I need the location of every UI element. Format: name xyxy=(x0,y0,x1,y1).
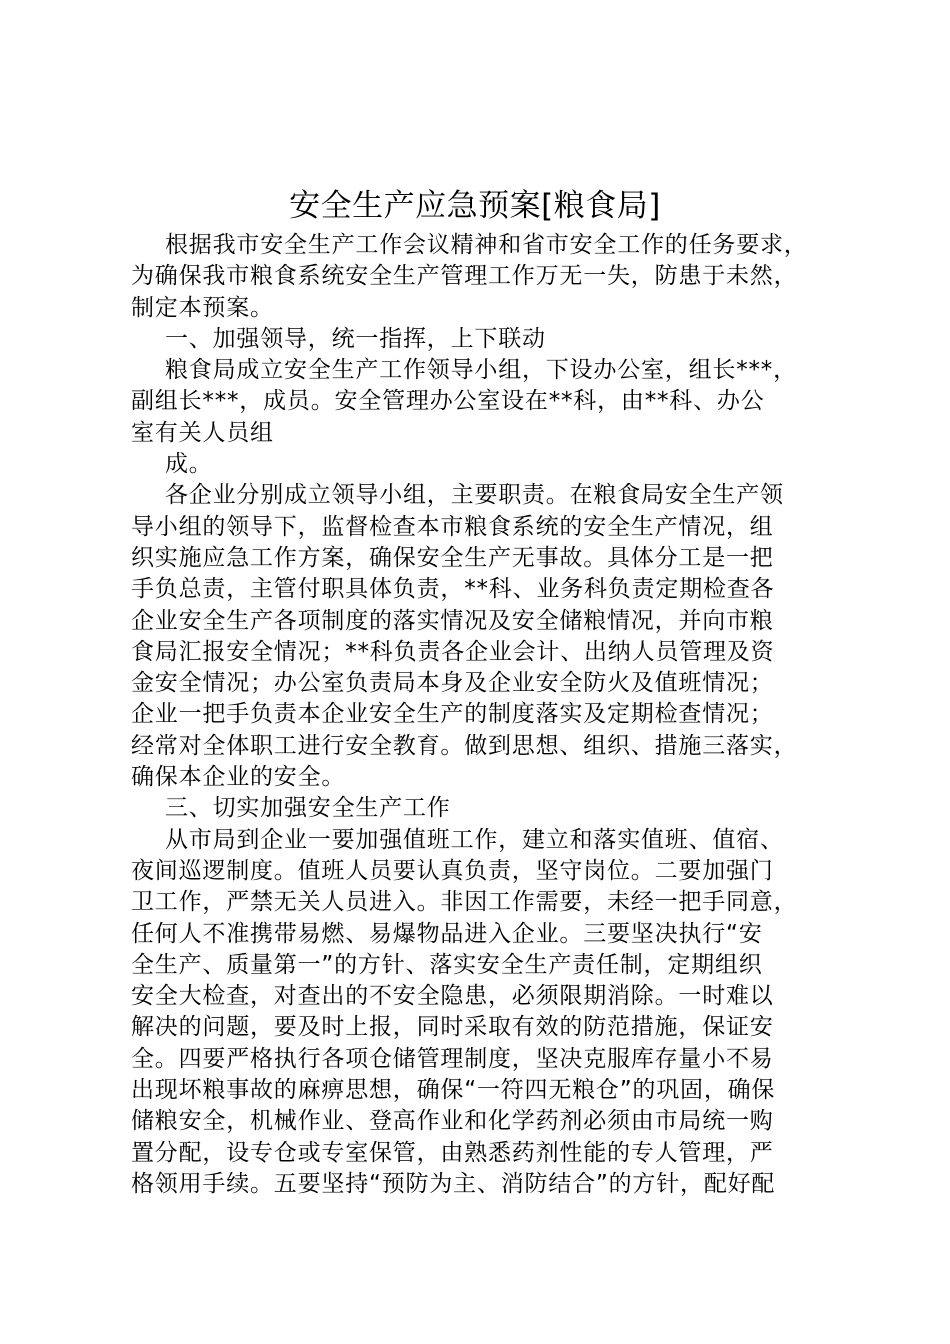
text-line: 安全大检查，对查出的不安全隐患，必须限期消除。一时难以 xyxy=(131,983,774,1010)
text-line: 全。四要严格执行各项仓储管理制度，坚决克服库存量小不易 xyxy=(131,1045,774,1072)
text-line: 置分配，设专仓或专室保管，由熟悉药剂性能的专人管理，严 xyxy=(131,1139,774,1166)
text-line: 夜间巡逻制度。值班人员要认真负责，坚守岗位。二要加强门 xyxy=(131,857,774,884)
text-line: 经常对全体职工进行安全教育。做到思想、组织、措施三落实， xyxy=(131,732,798,759)
text-line: 从市局到企业一要加强值班工作，建立和落实值班、值宿、 xyxy=(165,826,784,853)
text-line: 企业一把手负责本企业安全生产的制度落实及定期检查情况； xyxy=(131,701,774,728)
text-line: 制定本预案。 xyxy=(131,294,274,321)
text-line: 室有关人员组 xyxy=(131,419,274,446)
text-line: 储粮安全，机械作业、登高作业和化学药剂必须由市局统一购 xyxy=(131,1108,774,1135)
text-line: 为确保我市粮食系统安全生产管理工作万无一失，防患于未然， xyxy=(131,263,798,290)
text-line: 解决的问题，要及时上报，同时采取有效的防范措施，保证安 xyxy=(131,1014,774,1041)
text-line: 副组长***，成员。安全管理办公室设在**科，由**科、办公 xyxy=(131,388,765,415)
text-line: 卫工作，严禁无关人员进入。非因工作需要，未经一把手同意， xyxy=(131,889,798,916)
text-line: 三、切实加强安全生产工作 xyxy=(165,795,451,822)
text-line: 根据我市安全生产工作会议精神和省市安全工作的任务要求， xyxy=(165,232,808,258)
text-line: 手负总责，主管付职具体负责，**科、业务科负责定期检查各 xyxy=(131,576,775,603)
text-line: 导小组的领导下，监督检查本市粮食系统的安全生产情况，组 xyxy=(131,513,774,540)
text-line: 格领用手续。五要坚持“预防为主、消防结合”的方针，配好配 xyxy=(131,1170,776,1197)
document-body xyxy=(131,230,847,1200)
document-title: 安全生产应急预案[粮食局] xyxy=(289,188,661,224)
text-line: 食局汇报安全情况；**科负责各企业会计、出纳人员管理及资 xyxy=(131,638,775,665)
text-line: 企业安全生产各项制度的落实情况及安全储粮情况，并向市粮 xyxy=(131,607,774,634)
text-line: 织实施应急工作方案，确保安全生产无事故。具体分工是一把 xyxy=(131,544,774,571)
text-line: 全生产、质量第一”的方针、落实安全生产责任制，定期组织 xyxy=(131,951,763,978)
text-line: 确保本企业的安全。 xyxy=(131,764,346,791)
text-line: 任何人不准携带易燃、易爆物品进入企业。三要坚决执行“安 xyxy=(131,920,763,947)
text-line: 金安全情况；办公室负责局本身及企业安全防火及值班情况； xyxy=(131,670,774,697)
text-line: 一、加强领导，统一指挥，上下联动 xyxy=(165,325,546,352)
text-line: 出现坏粮事故的麻痹思想，确保“一符四无粮仓”的巩固，确保 xyxy=(131,1077,776,1104)
text-line: 各企业分别成立领导小组，主要职责。在粮食局安全生产领 xyxy=(165,482,784,509)
text-line: 粮食局成立安全生产工作领导小组，下设办公室，组长***， xyxy=(165,357,797,384)
text-line: 成。 xyxy=(165,451,213,478)
